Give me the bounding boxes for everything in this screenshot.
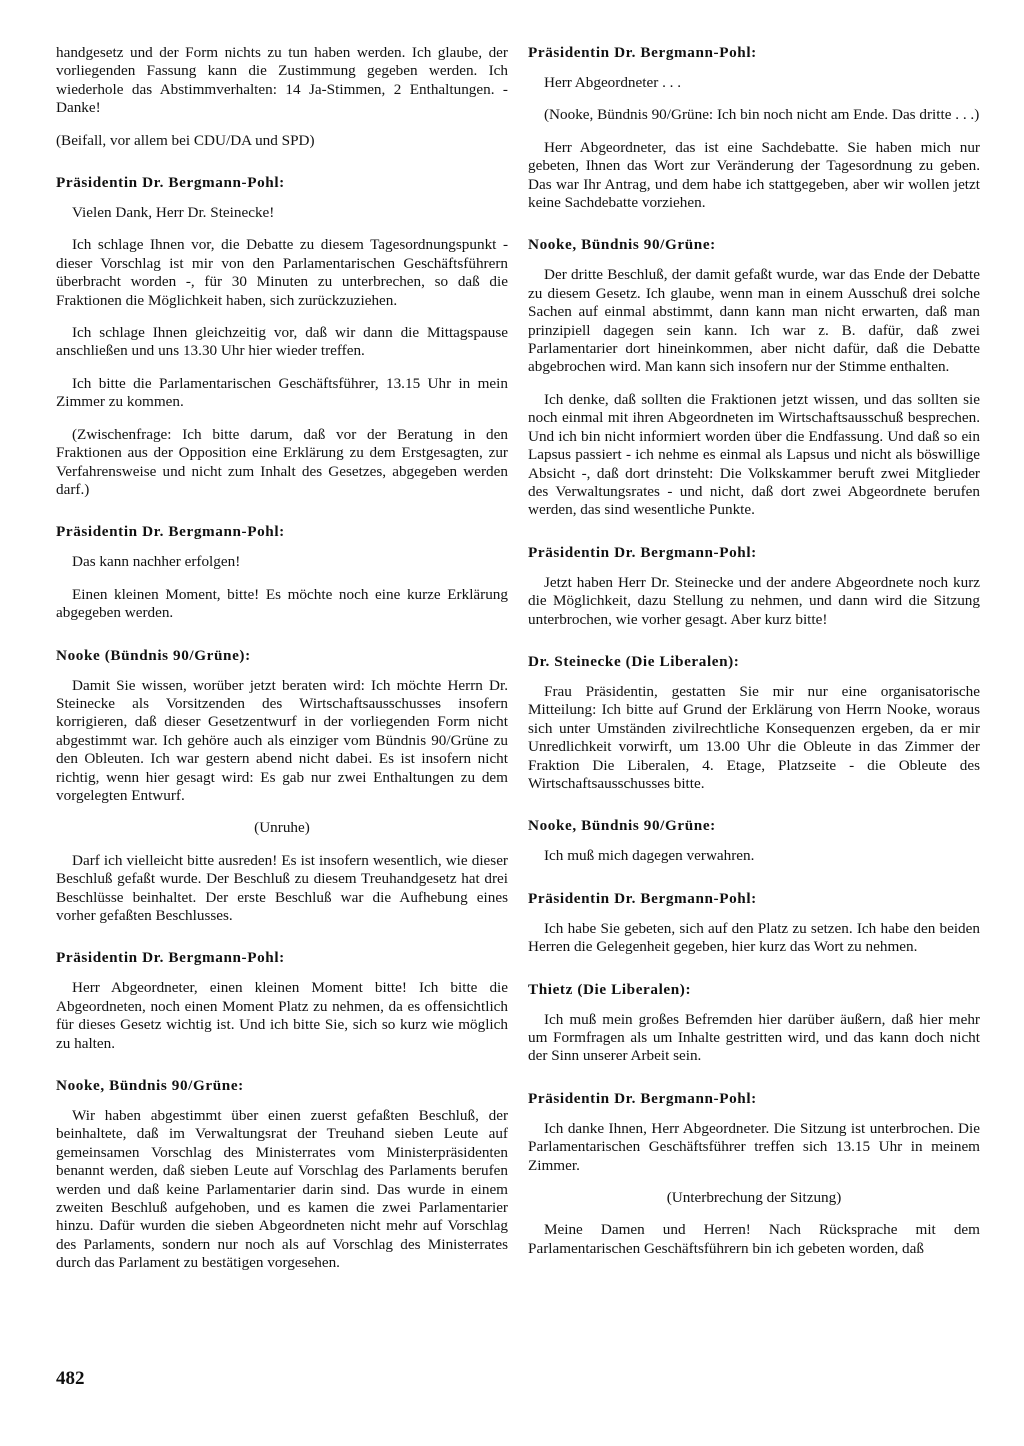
page-number: 482 (56, 1368, 85, 1389)
speech-paragraph: (Zwischenfrage: Ich bitte darum, daß vor der Beratung in den Fraktionen aus der Opposition eine Erklärung zu dem Erstgesagten, zur Verfahrensweise und nicht zum Inhalt des Gesetzes, abgegeben werden darf.) (56, 425, 508, 498)
speaker-heading: Nooke, Bündnis 90/Grüne: (528, 236, 716, 254)
speaker-heading: Thietz (Die Liberalen): (528, 980, 692, 998)
speech-paragraph: Ich denke, daß sollten die Fraktionen jetzt wissen, und das sollten sie noch einmal mit ihren Abgeordneten im Wirtschaftsausschuß besprechen. Und ich bin nicht informiert worden über die Endfassung. Und daß so ein Lapsus passiert - ich nehme es einmal als Lapsus und nicht als böswillige Absicht -, daß dort drinsteht: Die Volkskammer beruft zwei Mitglieder des Verwaltungsrates - und nicht, daß dort zwei Abgeordnete berufen werden, das sind wesentliche Punkte. (528, 390, 980, 519)
speech-paragraph: Frau Präsidentin, gestatten Sie mir nur eine organisatorische Mitteilung: Ich bitte auf Grund der Erklärung von Herrn Nooke, woraus sich unter Umständen zivilrechtliche Konsequenzen ergeben, da er mir Unredlichkeit vorwirft, um 13.00 Uhr die Obleute in das Zimmer der Fraktion Die Liberalen, 4. Etage, Platzseite - die Obleute des Wirtschaftsausschusses bitte. (528, 682, 980, 792)
speech-paragraph: Der dritte Beschluß, der damit gefaßt wurde, war das Ende der Debatte zu diesem Gesetz. Ich glaube, wenn man in einem Ausschuß drei solche Sachen auf einmal abstimmt, dann kann man nicht erwarten, daß man prinzipiell dagegen sein kann. Ich war z. B. dafür, daß zwei Parlamentarier dort hineinkommen, aber nicht dafür, daß die Debatte abgebrochen wird. Man kann sich insofern nur der Stimme enthalten. (528, 266, 980, 376)
speech-paragraph: Ich bitte die Parlamentarischen Geschäftsführer, 13.15 Uhr in mein Zimmer zu kommen. (56, 374, 508, 411)
speech-paragraph: Ich muß mich dagegen verwahren. (544, 847, 755, 865)
speech-paragraph: Ich danke Ihnen, Herr Abgeordneter. Die Sitzung ist unterbrochen. Die Parlamentarischen Geschäftsführer treffen sich 13.15 Uhr in meinem Zimmer. (528, 1119, 980, 1174)
speech-paragraph: (Beifall, vor allem bei CDU/DA und SPD) (56, 131, 315, 149)
speech-paragraph: Wir haben abgestimmt über einen zuerst gefaßten Beschluß, der beinhaltete, daß im Verwaltungsrat der Treuhand sieben Leute auf gemeinsamen Vorschlag des Ministerrates vom Ministerpräsidenten benannt werden, daß sieben Leute auf Vorschlag des Parlaments berufen werden und daß keine Parlamentarier darin sind. Das wurde in einem zweiten Beschluß aufgehoben, und es kamen die zwei Parlamentarier hinzu. Dafür wurden die sieben Abgeordneten nicht mehr auf Vorschlag des Parlaments, sondern nur noch als auf Vorschlag des Ministerrates durch das Parlament zu bestätigen vorgesehen. (56, 1107, 508, 1272)
speech-paragraph: handgesetz und der Form nichts zu tun haben werden. Ich glaube, der vorliegenden Fassung kann die Zustimmung gegeben werden. Ich wiederhole das Abstimmverhalten: 14 Ja-Stimmen, 2 Enthaltungen. - Danke! (56, 44, 508, 117)
stage-direction: (Unterbrechung der Sitzung) (666, 1189, 842, 1207)
speaker-heading: Präsidentin Dr. Bergmann-Pohl: (528, 543, 757, 561)
speech-paragraph: Darf ich vielleicht bitte ausreden! Es ist insofern wesentlich, wie dieser Beschluß gefaßt wurde. Der Beschluß zu diesem Treuhandgesetz hat drei Beschlüsse beinhaltet. Der erste Beschluß war die Aufhebung eines vorher gefaßten Beschlusses. (56, 851, 508, 924)
speech-paragraph: Vielen Dank, Herr Dr. Steinecke! (72, 204, 275, 222)
speech-paragraph: Meine Damen und Herren! Nach Rücksprache mit dem Parlamentarischen Geschäftsführern bin ich gebeten worden, daß (528, 1221, 980, 1257)
speech-paragraph: Herr Abgeordneter, das ist eine Sachdebatte. Sie haben mich nur gebeten, Ihnen das Wort zur Veränderung der Tagesordnung zu geben. Das war Ihr Antrag, und dem habe ich stattgegeben, aber wir wollen jetzt keine Sachdebatte vorziehen. (528, 138, 980, 212)
speech-paragraph: Herr Abgeordneter . . . (544, 74, 682, 91)
speaker-heading: Nooke, Bündnis 90/Grüne: (56, 1077, 244, 1095)
speaker-heading: Dr. Steinecke (Die Liberalen): (528, 652, 740, 670)
speaker-heading: Präsidentin Dr. Bergmann-Pohl: (56, 174, 285, 192)
speech-paragraph: Ich habe Sie gebeten, sich auf den Platz zu setzen. Ich habe den beiden Herren die Gelegenheit gegeben, hier kurz das Wort zu nehmen. (528, 919, 980, 956)
speaker-heading: Präsidentin Dr. Bergmann-Pohl: (528, 1089, 757, 1107)
speaker-heading: Nooke, Bündnis 90/Grüne: (528, 817, 716, 835)
speech-paragraph: Einen kleinen Moment, bitte! Es möchte noch eine kurze Erklärung abgegeben werden. (56, 585, 508, 622)
speech-paragraph: Das kann nachher erfolgen! (72, 553, 241, 571)
left-column (56, 44, 508, 1287)
speech-paragraph: Damit Sie wissen, worüber jetzt beraten wird: Ich möchte Herrn Dr. Steinecke als Vorsitzenden des Wirtschaftsausschusses insofern korrigieren, daß dieser Gesetzentwurf in der vorliegenden Form nicht abgestimmt war. Ich gehöre auch als einziger vom Bündnis 90/Grüne zu den Obleuten. Ich war gestern abend nicht dabei. Es ist insofern nicht richtig, wenn hier gesagt wird: Es gab nur zwei Enthaltungen zu dem vorgelegten Entwurf. (56, 676, 508, 804)
speech-paragraph: Herr Abgeordneter, einen kleinen Moment bitte! Ich bitte die Abgeordneten, noch einen Moment Platz zu nehmen, da es offensichtlich für dieses Gesetz wichtig ist. Und ich bitte Sie, sich so kurz wie möglich zu halten. (56, 979, 508, 1052)
speaker-heading: Präsidentin Dr. Bergmann-Pohl: (528, 44, 757, 61)
right-column (528, 44, 980, 1272)
speaker-heading: Präsidentin Dr. Bergmann-Pohl: (56, 523, 285, 541)
speech-paragraph: (Nooke, Bündnis 90/Grüne: Ich bin noch nicht am Ende. Das dritte . . .) (544, 106, 980, 124)
speech-paragraph: Ich muß mein großes Befremden hier darüber äußern, daß hier mehr um Formfragen als um Inhalte gestritten wird, und das kann doch nicht der Sinn unserer Arbeit sein. (528, 1010, 980, 1065)
speech-paragraph: Ich schlage Ihnen vor, die Debatte zu diesem Tagesordnungspunkt - dieser Vorschlag ist mir von den Parlamentarischen Geschäftsführern überbracht worden -, für 30 Minuten zu unterbrechen, so daß die Fraktionen die Möglichkeit haben, sich zurückzuziehen. (56, 236, 508, 309)
speaker-heading: Präsidentin Dr. Bergmann-Pohl: (56, 949, 285, 967)
stage-direction: (Unruhe) (254, 819, 310, 837)
speech-paragraph: Ich schlage Ihnen gleichzeitig vor, daß wir dann die Mittagspause anschließen und uns 13.30 Uhr hier wieder treffen. (56, 324, 508, 360)
speaker-heading: Nooke (Bündnis 90/Grüne): (56, 646, 251, 664)
speaker-heading: Präsidentin Dr. Bergmann-Pohl: (528, 889, 757, 907)
speech-paragraph: Jetzt haben Herr Dr. Steinecke und der andere Abgeordnete noch kurz die Möglichkeit, dazu Stellung zu nehmen, und dann wird die Sitzung unterbrochen, wie vorher gesagt. Aber kurz bitte! (528, 573, 980, 628)
